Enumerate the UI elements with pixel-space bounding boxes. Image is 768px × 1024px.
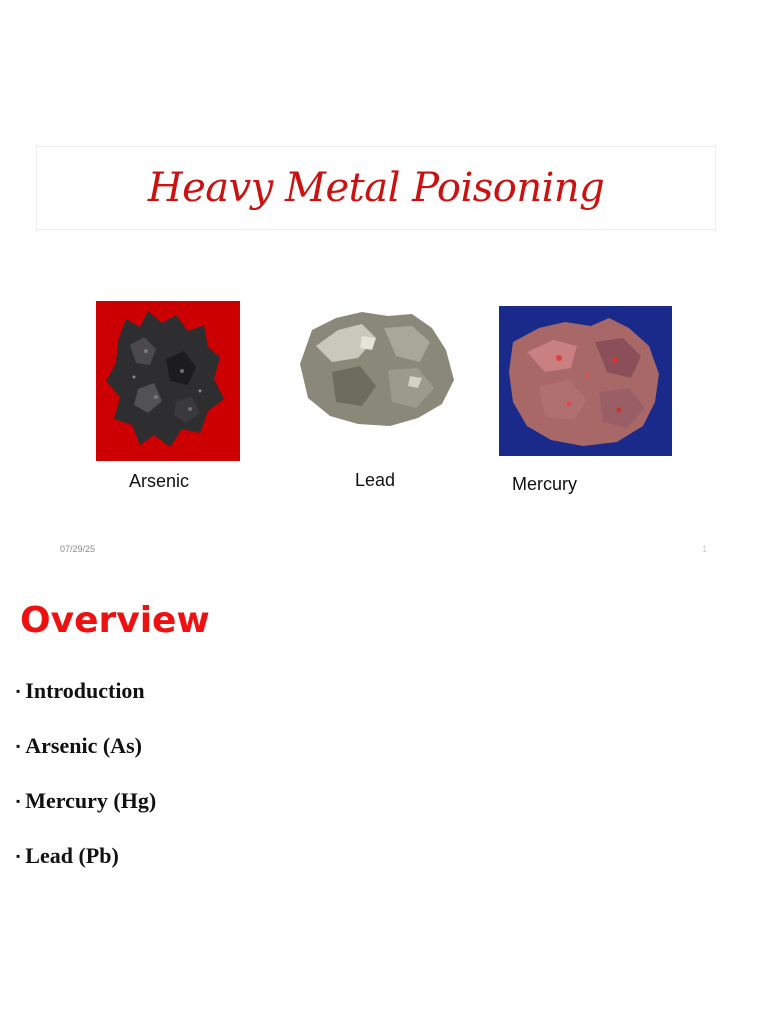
lead-caption: Lead — [355, 470, 396, 490]
title-box — [36, 146, 716, 230]
list-item-text: Arsenic (As) — [25, 733, 142, 758]
arsenic-caption: Arsenic — [129, 471, 190, 491]
list-item-text: Mercury (Hg) — [25, 788, 157, 813]
list-item-text: Lead (Pb) — [25, 843, 119, 868]
lead-specimen-image — [292, 306, 458, 430]
square-bullet-icon: ▪ — [16, 794, 21, 808]
arsenic-specimen-image — [96, 301, 240, 461]
slide-page-number: 1 — [702, 544, 708, 554]
mercury-specimen-image — [499, 306, 672, 456]
square-bullet-icon: ▪ — [16, 684, 21, 698]
overview-list — [16, 678, 156, 898]
slide-title: Heavy Metal Poisoning — [147, 165, 605, 211]
list-item — [16, 733, 156, 788]
list-item-text: Introduction — [25, 678, 145, 703]
list-item — [16, 678, 156, 733]
slide-date: 07/29/25 — [60, 544, 96, 554]
square-bullet-icon: ▪ — [16, 849, 21, 863]
mercury-caption: Mercury — [512, 474, 578, 494]
square-bullet-icon: ▪ — [16, 739, 21, 753]
list-item — [16, 788, 156, 843]
overview-title: Overview — [20, 600, 210, 641]
list-item — [16, 843, 156, 898]
